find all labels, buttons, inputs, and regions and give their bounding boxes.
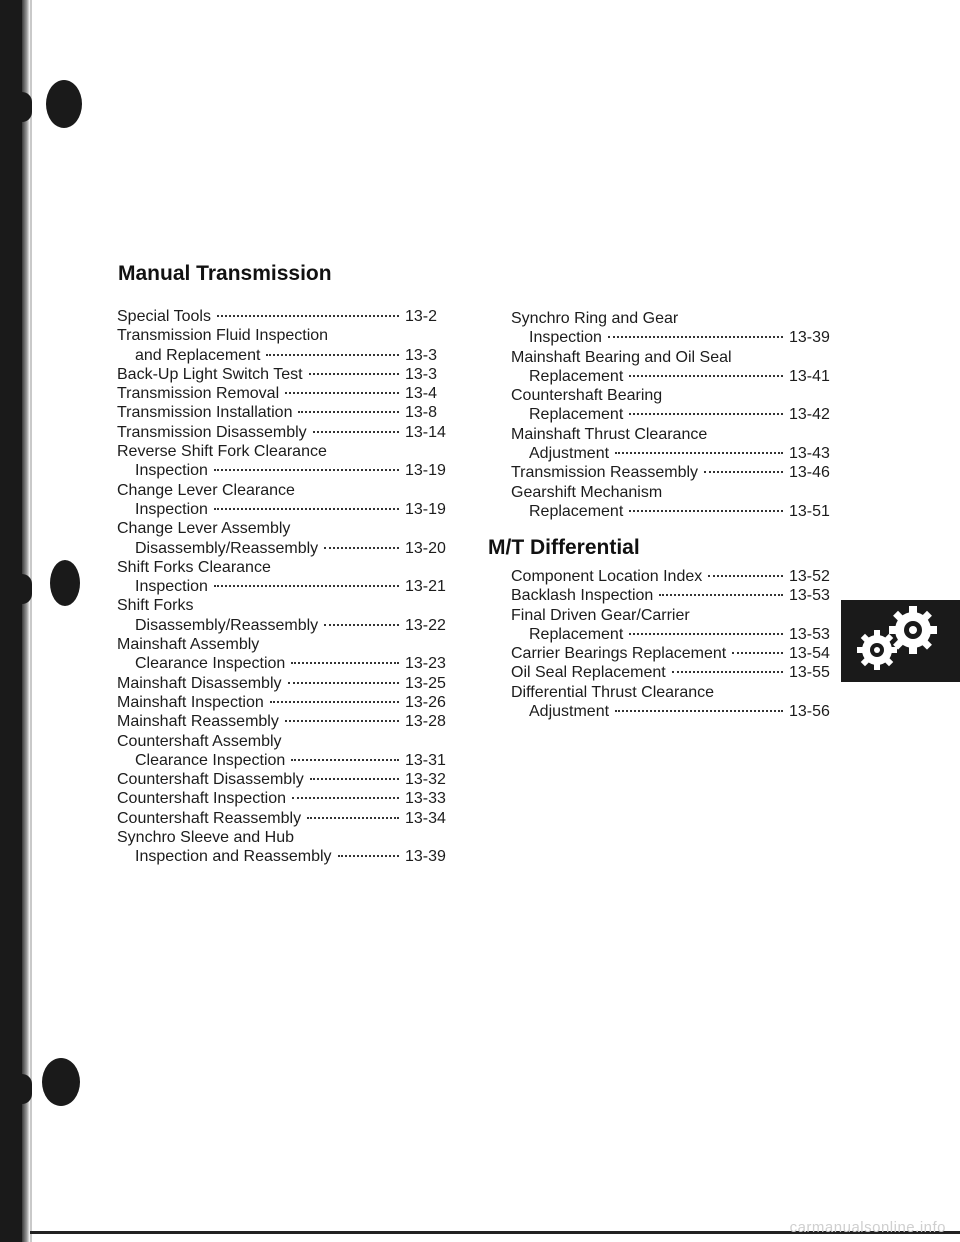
dot-leader [313, 431, 399, 433]
toc-entry-text: Mainshaft Assembly [117, 636, 260, 654]
toc-entry-text: Countershaft Assembly [117, 732, 282, 750]
dot-leader [324, 547, 399, 549]
toc-entry[interactable] [117, 712, 457, 731]
toc-page-number: 13-4 [405, 385, 438, 403]
toc-entry[interactable] [117, 828, 457, 867]
toc-entry-text: Transmission Disassembly [117, 423, 307, 441]
toc-entry-text: Synchro Sleeve and Hub [117, 829, 294, 847]
section-title-differential: M/T Differential [488, 536, 640, 559]
toc-entry-text: Clearance Inspection [135, 655, 286, 673]
toc-entry[interactable] [117, 674, 457, 693]
toc-entry[interactable] [511, 386, 841, 425]
toc-page-number: 13-42 [789, 406, 830, 424]
toc-entry-text: Mainshaft Inspection [117, 693, 264, 711]
toc-entry[interactable] [117, 481, 457, 520]
toc-entry-row [511, 328, 841, 347]
toc-page-number: 13-33 [405, 790, 446, 808]
toc-entry[interactable] [117, 365, 457, 384]
toc-entry-row [511, 502, 841, 521]
toc-entry-text: Inspection [135, 462, 208, 480]
toc-entry-row [117, 616, 457, 635]
toc-entry-row [117, 654, 457, 673]
toc-entry[interactable] [117, 423, 457, 442]
toc-entry[interactable] [511, 463, 841, 482]
toc-page-number: 13-3 [405, 365, 438, 383]
toc-entry[interactable] [117, 442, 457, 481]
dot-leader [285, 720, 399, 722]
toc-page-number: 13-53 [789, 625, 830, 643]
toc-page-number: 13-53 [789, 587, 830, 605]
toc-entry-text: Countershaft Reassembly [117, 809, 302, 827]
toc-entry-text: Countershaft Disassembly [117, 771, 304, 789]
punch-hole-bottom [42, 1058, 80, 1106]
toc-entry-text: Countershaft Bearing [511, 387, 663, 405]
toc-entry-row [511, 625, 841, 644]
toc-page-number: 13-56 [789, 703, 830, 721]
toc-entry-row [117, 809, 457, 828]
toc-page-number: 13-3 [405, 346, 438, 364]
toc-list-right-top [511, 309, 841, 521]
dot-leader [659, 594, 783, 596]
dot-leader [629, 510, 783, 512]
toc-page-number: 13-43 [789, 445, 830, 463]
toc-entry-text: Mainshaft Bearing and Oil Seal [511, 348, 732, 366]
toc-entry-row [117, 461, 457, 480]
toc-entry-text: Back-Up Light Switch Test [117, 365, 303, 383]
dot-leader [270, 701, 399, 703]
toc-entry-text: Change Lever Clearance [117, 481, 295, 499]
toc-entry-text: Replacement [529, 367, 624, 385]
toc-entry-text: Replacement [529, 406, 624, 424]
toc-entry-text: Reverse Shift Fork Clearance [117, 443, 327, 461]
toc-entry-row [117, 577, 457, 596]
toc-entry[interactable] [117, 635, 457, 674]
toc-entry-text: Transmission Reassembly [511, 464, 699, 482]
toc-entry-text: Shift Forks [117, 597, 194, 615]
toc-entry-text: Special Tools [117, 308, 211, 325]
toc-entry-text: Final Driven Gear/Carrier [511, 606, 690, 624]
dot-leader [266, 354, 399, 356]
dot-leader [285, 392, 399, 394]
toc-entry[interactable] [511, 644, 841, 663]
toc-entry-text: Mainshaft Disassembly [117, 674, 282, 692]
toc-entry-row [117, 751, 457, 770]
toc-entry-row [117, 693, 457, 712]
dot-leader [608, 336, 783, 338]
toc-entry[interactable] [511, 348, 841, 387]
dot-leader [324, 624, 399, 626]
dot-leader [338, 855, 399, 857]
toc-entry-text: Mainshaft Thrust Clearance [511, 425, 708, 443]
toc-entry-row [511, 586, 841, 605]
toc-entry[interactable] [511, 586, 841, 605]
binding-edge [22, 0, 30, 1242]
toc-entry[interactable] [511, 483, 841, 522]
toc-page-number: 13-54 [789, 645, 830, 663]
toc-entry-text: Countershaft Inspection [117, 790, 286, 808]
watermark: carmanualsonline.info [789, 1219, 946, 1236]
toc-entry-text: Inspection [135, 578, 208, 596]
toc-entry-text: Gearshift Mechanism [511, 483, 663, 501]
toc-list-right-bottom [511, 567, 841, 721]
toc-entry[interactable] [117, 789, 457, 808]
toc-entry-text: Component Location Index [511, 568, 703, 585]
page-title: Manual Transmission [118, 262, 332, 285]
toc-entry-row [117, 403, 457, 422]
toc-entry-text: Transmission Installation [117, 404, 293, 422]
toc-entry-text: Synchro Ring and Gear [511, 310, 679, 327]
toc-entry-row [511, 644, 841, 663]
toc-page-number: 13-19 [405, 500, 446, 518]
toc-entry[interactable] [117, 519, 457, 558]
gears-icon [841, 600, 960, 682]
toc-page-number: 13-22 [405, 616, 446, 634]
toc-entry-text: Inspection [135, 500, 208, 518]
toc-entry[interactable] [117, 403, 457, 422]
toc-page-number: 13-51 [789, 502, 830, 520]
toc-entry[interactable] [117, 326, 457, 365]
toc-entry-row [511, 702, 841, 721]
toc-entry-text: Shift Forks Clearance [117, 558, 271, 576]
dot-leader [629, 413, 783, 415]
toc-entry[interactable] [511, 309, 841, 348]
toc-entry-row [117, 847, 457, 866]
toc-entry-text: and Replacement [135, 346, 261, 364]
toc-entry-text: Backlash Inspection [511, 587, 654, 605]
toc-page-number: 13-52 [789, 568, 830, 585]
toc-entry-text: Inspection [529, 329, 602, 347]
dot-leader [214, 508, 399, 510]
toc-page-number: 13-20 [405, 539, 446, 557]
toc-entry-text: Transmission Removal [117, 385, 280, 403]
toc-entry-row [511, 663, 841, 682]
dot-leader [292, 797, 399, 799]
toc-entry-row [117, 770, 457, 789]
toc-entry-row [117, 674, 457, 693]
toc-entry-row [117, 712, 457, 731]
toc-entry[interactable] [511, 425, 841, 464]
dot-leader [291, 662, 399, 664]
toc-entry[interactable] [117, 596, 457, 635]
toc-entry-row [511, 463, 841, 482]
dot-leader [732, 652, 783, 654]
toc-entry-row [117, 789, 457, 808]
toc-entry-row [117, 365, 457, 384]
toc-entry-text: Disassembly/Reassembly [135, 616, 319, 634]
dot-leader [288, 682, 400, 684]
dot-leader [309, 373, 399, 375]
toc-entry[interactable] [117, 384, 457, 403]
toc-entry-text: Disassembly/Reassembly [135, 539, 319, 557]
binding-strip [0, 0, 22, 1242]
toc-entry-row [117, 307, 457, 326]
toc-entry-text: Differential Thrust Clearance [511, 683, 715, 701]
dot-leader [615, 710, 783, 712]
toc-entry[interactable] [511, 663, 841, 682]
toc-entry-row [511, 444, 841, 463]
toc-entry-row [511, 367, 841, 386]
dot-leader [708, 575, 783, 577]
toc-entry[interactable] [117, 558, 457, 597]
toc-page-number: 13-32 [405, 771, 446, 789]
dot-leader [214, 585, 399, 587]
toc-page-number: 13-2 [405, 308, 438, 325]
toc-entry-text: Replacement [529, 502, 624, 520]
punch-hole-top [46, 80, 82, 128]
toc-entry-text: Inspection and Reassembly [135, 848, 332, 866]
dot-leader [291, 759, 399, 761]
punch-hole-middle [50, 560, 80, 606]
toc-page-number: 13-34 [405, 809, 446, 827]
toc-page-number: 13-39 [789, 329, 830, 347]
toc-entry[interactable] [511, 606, 841, 645]
toc-entry-row [117, 539, 457, 558]
toc-page-number: 13-19 [405, 462, 446, 480]
toc-entry-row [117, 384, 457, 403]
toc-entry-text: Carrier Bearings Replacement [511, 645, 727, 663]
dot-leader [310, 778, 399, 780]
toc-list-left [117, 307, 457, 867]
toc-entry-text: Oil Seal Replacement [511, 664, 666, 682]
dot-leader [214, 469, 399, 471]
toc-page-number: 13-23 [405, 655, 446, 673]
toc-entry-row [117, 346, 457, 365]
toc-entry-text: Mainshaft Reassembly [117, 713, 279, 731]
binding-line [30, 0, 32, 1242]
toc-entry-text: Replacement [529, 625, 624, 643]
toc-page-number: 13-55 [789, 664, 830, 682]
toc-page-number: 13-28 [405, 713, 446, 731]
toc-page-number: 13-31 [405, 751, 446, 769]
toc-entry-row [117, 500, 457, 519]
toc-page-number: 13-46 [789, 464, 830, 482]
dot-leader [629, 375, 783, 377]
toc-page-number: 13-41 [789, 367, 830, 385]
toc-entry[interactable] [117, 770, 457, 789]
toc-page-number: 13-25 [405, 674, 446, 692]
dot-leader [298, 411, 399, 413]
toc-entry-row [511, 405, 841, 424]
toc-entry[interactable] [511, 567, 841, 586]
dot-leader [629, 633, 783, 635]
toc-entry-text: Adjustment [529, 703, 610, 721]
toc-entry-text: Transmission Fluid Inspection [117, 327, 329, 345]
toc-entry[interactable] [117, 732, 457, 771]
toc-entry[interactable] [117, 693, 457, 712]
toc-entry[interactable] [511, 683, 841, 722]
toc-entry-text: Clearance Inspection [135, 751, 286, 769]
dot-leader [672, 671, 783, 673]
toc-page-number: 13-8 [405, 404, 438, 422]
dot-leader [704, 471, 783, 473]
toc-page-number: 13-26 [405, 693, 446, 711]
dot-leader [615, 452, 783, 454]
toc-entry-row [511, 567, 841, 586]
toc-page-number: 13-14 [405, 423, 446, 441]
toc-page-number: 13-39 [405, 848, 446, 866]
dot-leader [217, 315, 399, 317]
toc-entry[interactable] [117, 307, 457, 326]
toc-page-number: 13-21 [405, 578, 446, 596]
toc-entry[interactable] [117, 809, 457, 828]
toc-entry-text: Change Lever Assembly [117, 520, 291, 538]
dot-leader [307, 817, 399, 819]
toc-entry-text: Adjustment [529, 445, 610, 463]
toc-entry-row [117, 423, 457, 442]
